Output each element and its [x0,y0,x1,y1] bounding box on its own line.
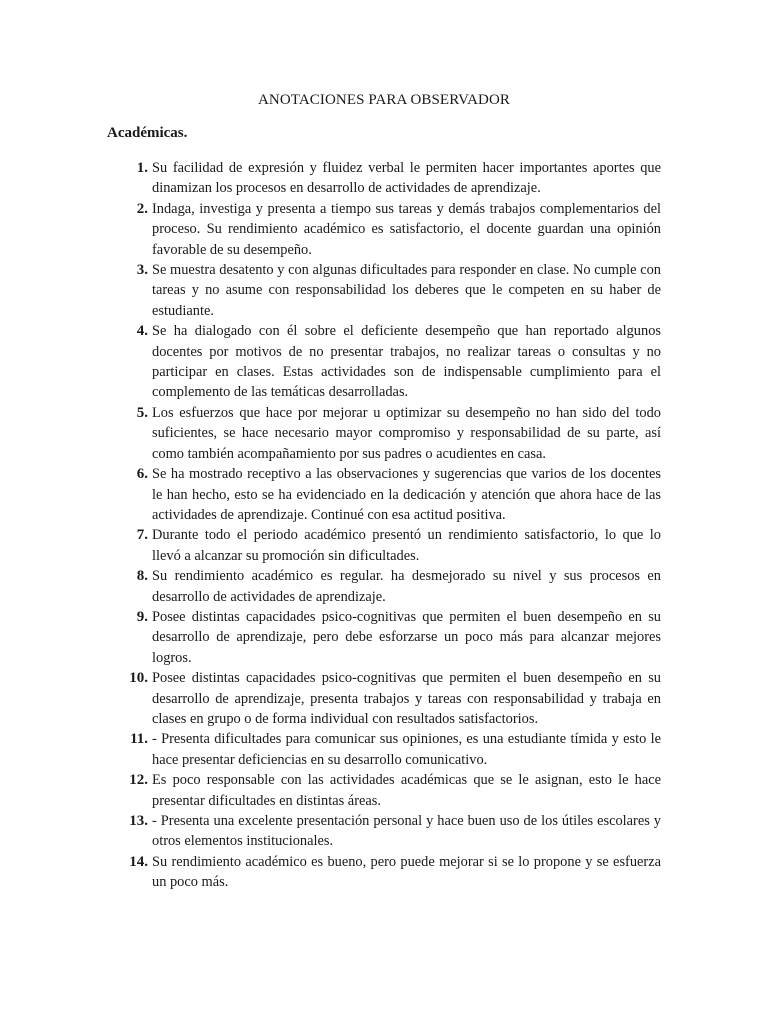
list-item [0,729,768,770]
list-item [0,852,768,893]
list-item [0,668,768,729]
item-text: Su rendimiento académico es regular. ha desmejorado su nivel y sus procesos en desarrollo de actividades de aprendizaje. [152,568,661,605]
list-item [0,403,768,464]
item-number: 12. [129,772,148,789]
list-item [0,464,768,525]
item-number: 2. [136,200,148,217]
item-number: 8. [136,568,148,585]
item-number: 1. [136,160,148,176]
item-number: 13. [129,813,148,829]
item-text: - Presenta dificultades para comunicar sus opiniones, es una estudiante tímida y esto le hace presentar deficiencias en su desarrollo comunicativo. [152,731,661,768]
item-text: Su rendimiento académico es bueno, pero puede mejorar si se lo propone y se esfuerza un poco más. [152,853,661,891]
item-number: 4. [136,323,148,340]
item-number: 5. [136,404,148,421]
list-item [0,525,768,566]
list-item [0,566,768,607]
item-text: Se ha mostrado receptivo a las observaciones y sugerencias que varios de los docentes le han hecho, esto se ha evidenciado en la dedicación y atención que ahora hace de las actividades de aprendizaje. Continué con esa actitud positiva. [152,466,661,523]
item-text: Indaga, investiga y presenta a tiempo sus tareas y demás trabajos complementarios del proceso. Su rendimiento académico es satisfactorio, el docente guardan una opinión favorable de su desempeño. [152,200,661,258]
item-text: Los esfuerzos que hace por mejorar u optimizar su desempeño no han sido del todo suficientes, se hace necesario mayor compromiso y responsabilidad de su parte, así como también acompañamiento por sus padres o acudientes en casa. [152,404,661,462]
list-item [0,158,768,199]
item-number: 7. [136,527,148,544]
item-text: Posee distintas capacidades psico-cognitivas que permiten el buen desempeño en su desarrollo de aprendizaje, presenta trabajos y tareas con responsabilidad y trabaja en clases en grupo o de forma individual con resultados satisfactorios. [152,670,661,727]
item-text: Posee distintas capacidades psico-cognitivas que permiten el buen desempeño en su desarrollo de aprendizaje, pero debe esforzarse un poco más para alcanzar mejores logros. [152,608,661,666]
annotations-list [0,158,768,893]
item-text: Es poco responsable con las actividades académicas que se le asignan, esto le hace presentar dificultades en distintas áreas. [152,772,661,809]
item-number: 14. [129,853,148,870]
item-number: 10. [129,670,148,687]
item-number: 6. [136,466,148,483]
item-text: Su facilidad de expresión y fluidez verbal le permiten hacer importantes aportes que dinamizan los procesos en desarrollo de actividades de aprendizaje. [152,160,661,197]
item-text: Se muestra desatento y con algunas dificultades para responder en clase. No cumple con tareas y no asume con responsabilidad los deberes que le competen en su haber de estudiante. [152,262,661,319]
list-item [0,607,768,668]
list-item [0,811,768,852]
item-number: 3. [136,262,148,279]
item-text: Se ha dialogado con él sobre el deficiente desempeño que han reportado algunos docentes por motivos de no presentar trabajos, no realizar tareas o consultas y no participar en clases. Estas actividades son de indispensable cumplimiento para el complemento de las temáticas desarrolladas. [152,323,661,401]
list-item [0,199,768,260]
document-title: ANOTACIONES PARA OBSERVADOR [257,92,511,108]
section-heading: Académicas. [107,125,188,141]
list-item [0,321,768,403]
list-item [0,260,768,321]
list-item [0,770,768,811]
item-text: - Presenta una excelente presentación personal y hace buen uso de los útiles escolares y otros elementos institucionales. [152,813,661,850]
item-number: 9. [136,608,148,625]
item-text: Durante todo el periodo académico presentó un rendimiento satisfactorio, lo que lo llevó a alcanzar su promoción sin dificultades. [152,527,661,564]
item-number: 11. [130,731,148,748]
